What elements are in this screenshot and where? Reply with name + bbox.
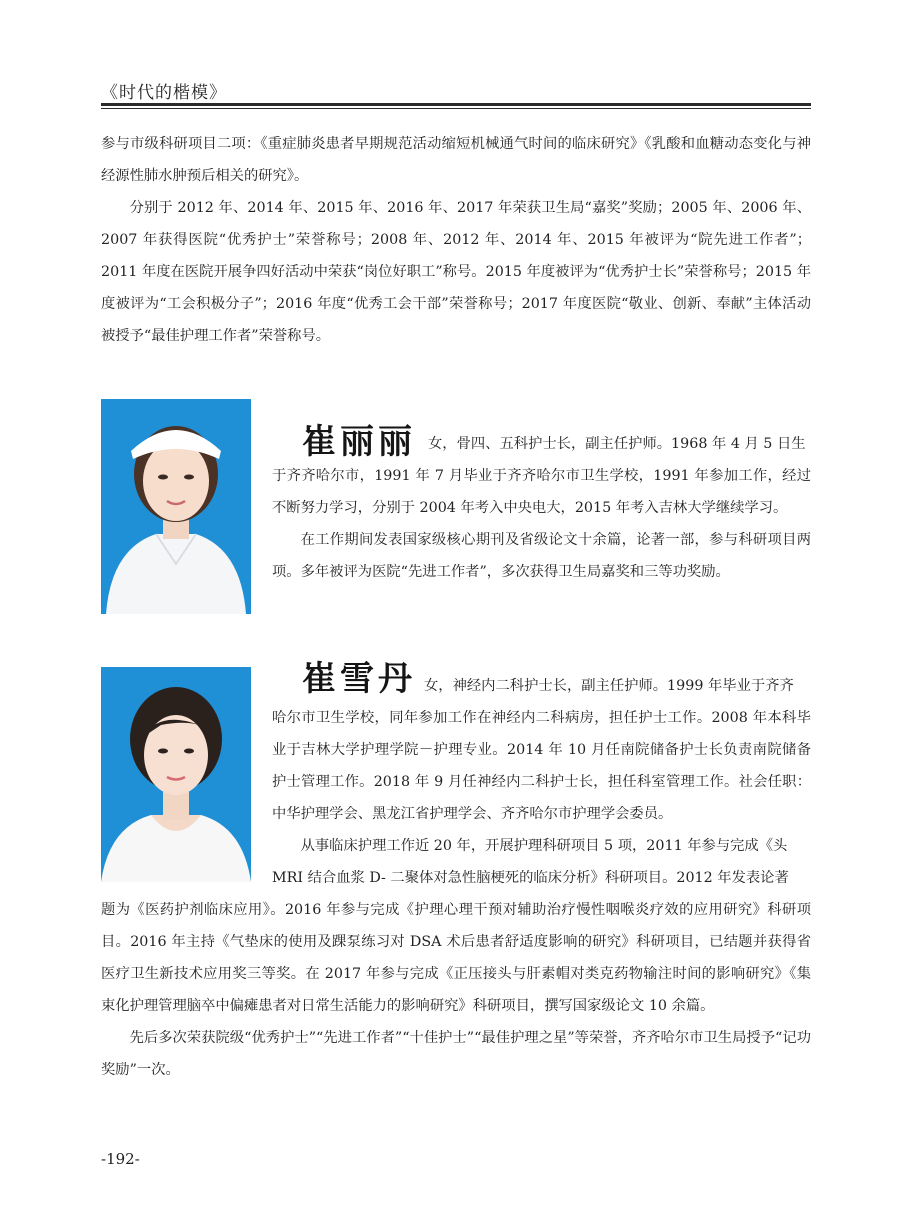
header-rule-thick	[101, 103, 811, 106]
profile-2-first-line: 女，神经内二科护士长，副主任护师。1999 年毕业于齐齐	[424, 678, 794, 694]
profile-2-full-width	[101, 894, 811, 1086]
profile-1-name: 崔丽丽	[302, 422, 416, 462]
header-rule-thin	[101, 108, 811, 109]
profile-2-paragraph-2-side: MRI 结合血浆 D- 二聚体对急性脑梗死的临床分析》科研项目。2012 年发表论著	[272, 870, 789, 886]
book-title: 《时代的楷模》	[101, 83, 227, 103]
profile-1-paragraph-1: 于齐齐哈尔市，1991 年 7 月毕业于齐齐哈尔市卫生学校，1991 年参加工作，经过不断努力学习，分别于 2004 年考入中央电大，2015 年考入吉林大学继续学习。	[272, 468, 811, 516]
profile-2-paragraph-2-start: 从事临床护理工作近 20 年，开展护理科研项目 5 项，2011 年参与完成《头	[300, 838, 788, 854]
profile-2-paragraph-1: 哈尔市卫生学校，同年参加工作在神经内二科病房，担任护士工作。2008 年本科毕业于吉林大学护理学院－护理专业。2014 年 10 月任南院储备护士长负责南院储备护士管理工作。2018 年 9 月任神经内二科护士长，担任科室管理工作。社会任职：中华护理学会、黑龙江省护理学会、齐齐哈尔市护理学会委员。	[272, 710, 811, 822]
profile-2-paragraph-3: 先后多次荣获院级“优秀护士”“先进工作者”“十佳护士”“最佳护理之星”等荣誉，齐齐哈尔市卫生局授予“记功奖励”一次。	[101, 1030, 811, 1078]
profile-1-paragraph-2: 在工作期间发表国家级核心期刊及省级论文十余篇，论著一部，参与科研项目两项。多年被评为医院“先进工作者”，多次获得卫生局嘉奖和三等功奖励。	[272, 532, 811, 580]
profile-1-first-line: 女，骨四、五科护士长，副主任护师。1968 年 4 月 5 日生	[428, 436, 806, 452]
profile-1-body	[272, 460, 811, 588]
profile-2-name: 崔雪丹	[302, 659, 416, 699]
page-number: -192-	[101, 1150, 140, 1168]
profile-2-body	[272, 702, 811, 894]
intro-paragraph-1: 参与市级科研项目二项：《重症肺炎患者早期规范活动缩短机械通气时间的临床研究》《乳酸和血糖动态变化与神经源性肺水肿预后相关的研究》。	[101, 136, 811, 184]
profile-2-paragraph-2-rest: 题为《医药护剂临床应用》。2016 年参与完成《护理心理干预对辅助治疗慢性咽喉炎疗效的应用研究》科研项目。2016 年主持《气垫床的使用及踝泵练习对 DSA 术后患者舒适度影响的研究》科研项目，已结题并获得省医疗卫生新技术应用奖三等奖。在 2017 年参与完成《正压接头与肝素帽对类克药物输注时间的影响研究》《集束化护理管理脑卒中偏瘫患者对日常生活能力的影响研究》科研项目，撰写国家级论文 10 余篇。	[101, 902, 811, 1014]
portrait-photo-1	[101, 399, 251, 614]
portrait-photo-2	[101, 667, 251, 882]
intro-section	[101, 128, 811, 352]
intro-paragraph-2: 分别于 2012 年、2014 年、2015 年、2016 年、2017 年荣获卫生局“嘉奖”奖励；2005 年、2006 年、2007 年获得医院“优秀护士”荣誉称号；2008 年、2012 年、2014 年、2015 年被评为“院先进工作者”；2011 年度在医院开展争四好活动中荣获“岗位好职工”称号。2015 年度被评为“优秀护士长”荣誉称号；2015 年度被评为“工会积极分子”；2016 年度“优秀工会干部”荣誉称号；2017 年度医院“敬业、创新、奉献”主体活动被授予“最佳护理工作者”荣誉称号。	[101, 200, 811, 344]
